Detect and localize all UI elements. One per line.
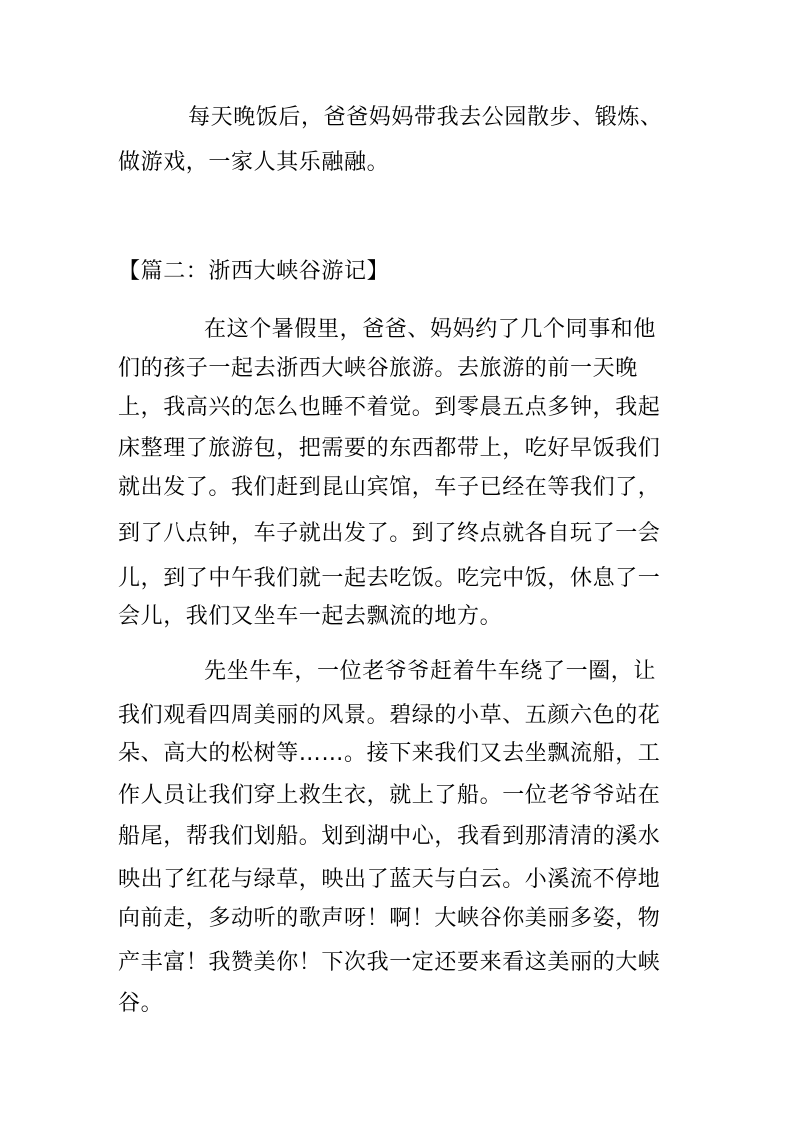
paragraph1-line: 到了八点钟，车子就出发了。到了终点就各自玩了一会 <box>118 521 661 546</box>
paragraph1-line: 在这个暑假里，爸爸、妈妈约了几个同事和他 <box>204 317 657 342</box>
paragraph2-line: 谷。 <box>118 991 164 1016</box>
intro-line: 做游戏，一家人其乐融融。 <box>118 150 390 175</box>
paragraph2-line: 作人员让我们穿上救生衣，就上了船。一位老爷爷站在 <box>118 783 661 808</box>
paragraph2-line: 朵、高大的松树等……。接下来我们又去坐飘流船，工 <box>118 741 661 766</box>
paragraph1-line: 们的孩子一起去浙西大峡谷旅游。去旅游的前一天晚 <box>118 356 638 381</box>
paragraph2-line: 先坐牛车，一位老爷爷赶着牛车绕了一圈，让 <box>204 659 657 684</box>
paragraph2-line: 我们观看四周美丽的风景。碧绿的小草、五颜六色的花 <box>118 703 661 728</box>
paragraph1-line: 就出发了。我们赶到昆山宾馆，车子已经在等我们了， <box>118 475 661 500</box>
paragraph1-line: 上，我高兴的怎么也睡不着觉。到零晨五点多钟，我起 <box>118 395 661 420</box>
intro-line: 每天晚饭后，爸爸妈妈带我去公园散步、锻炼、 <box>188 105 663 130</box>
paragraph2-line: 船尾，帮我们划船。划到湖中心，我看到那清清的溪水 <box>118 824 661 849</box>
paragraph1-line: 儿，到了中午我们就一起去吃饭。吃完中饭，休息了一 <box>118 566 661 591</box>
paragraph2-line: 映出了红花与绿草，映出了蓝天与白云。小溪流不停地 <box>118 867 661 892</box>
section-title: 【篇二：浙西大峡谷游记】 <box>118 259 390 284</box>
paragraph2-line: 产丰富！我赞美你！下次我一定还要来看这美丽的大峡 <box>118 950 661 975</box>
paragraph1-line: 床整理了旅游包，把需要的东西都带上，吃好早饭我们 <box>118 436 661 461</box>
paragraph2-line: 向前走，多动听的歌声呀！啊！大峡谷你美丽多姿，物 <box>118 906 661 931</box>
paragraph1-line: 会儿，我们又坐车一起去飘流的地方。 <box>118 604 503 629</box>
